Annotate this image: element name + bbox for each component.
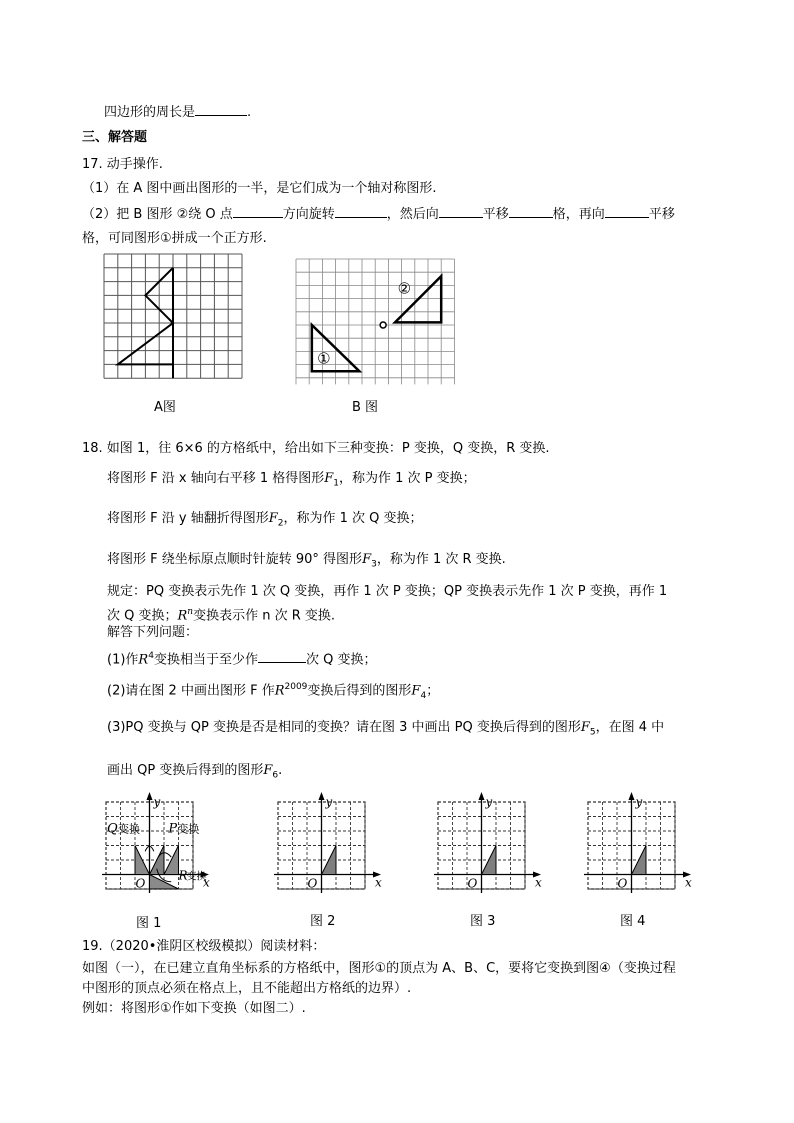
label-shape-1: ① — [317, 349, 331, 368]
origin-label: O — [307, 876, 318, 891]
answer-blank — [258, 650, 306, 663]
figure-a-grid — [104, 254, 244, 384]
p-label: P — [168, 821, 178, 837]
y-axis-label: y — [153, 795, 161, 809]
origin-label: O — [467, 876, 478, 891]
y-axis-arrow — [629, 792, 635, 800]
origin-label: O — [135, 876, 146, 891]
origin-label: O — [617, 876, 628, 891]
q16-perimeter-line: 四边形的周长是 . — [104, 105, 252, 120]
section-heading: 三、解答题 — [82, 130, 148, 145]
answer-blank — [335, 205, 387, 218]
y-axis-label: y — [485, 795, 493, 809]
figure-b-grid — [296, 259, 454, 387]
q-label: Q — [107, 821, 118, 837]
q18-answer-intro: 解答下列问题： — [107, 625, 199, 640]
q19-text-3: 例如：将图形①作如下变换（如图二）. — [82, 1001, 306, 1016]
y-axis-label: y — [635, 795, 643, 809]
figure-a-caption: A图 — [154, 400, 176, 415]
x-axis-label: x — [685, 875, 692, 890]
q17-title: 17. 动手操作. — [82, 157, 163, 172]
q17-part2-cont: 格，可同图形①拼成一个正方形. — [82, 231, 267, 246]
figure-2-grid — [272, 795, 402, 908]
rotation-center-o — [380, 322, 386, 328]
figure-1-grid — [100, 795, 230, 908]
figure-3-caption: 图 3 — [470, 914, 496, 929]
label-shape-2: ② — [397, 279, 412, 298]
answer-blank — [509, 205, 553, 218]
x-axis-label: x — [203, 875, 210, 890]
q18-title: 18. 如图 1，往 6×6 的方格纸中，给出如下三种变换：P 变换，Q 变换，R 变换. — [82, 441, 550, 456]
figure-1-caption: 图 1 — [136, 916, 162, 931]
y-axis-arrow — [147, 792, 153, 800]
shape-r-image — [150, 875, 179, 890]
q17-part1: （1）在 A 图中画出图形的一半，是它们成为一个轴对称图形. — [82, 181, 437, 196]
y-axis-arrow — [319, 792, 325, 800]
answer-blank — [605, 205, 649, 218]
answer-blank — [439, 205, 483, 218]
p-transform-label: 变换 — [177, 822, 200, 836]
r-transform-label: 变换 — [186, 871, 207, 883]
q18-definition-1: 规定：PQ 变换表示先作 1 次 Q 变换，再作 1 次 P 变换；QP 变换表示先作 1 次 P 变换，再作 1 — [107, 584, 668, 599]
answer-blank — [233, 205, 283, 218]
q18-definition-2: 次 Q 变换；$R^n$变换表示作 n 次 R 变换. — [107, 607, 336, 624]
q19-title: 19.（2020•淮阴区校级模拟）阅读材料： — [82, 939, 326, 954]
q17-part2: （2）把 B 图形 ②绕 O 点 方向旋转 ，然后向 平移 格，再向 平移 — [82, 207, 675, 222]
q18-part3-cont: 画出 QP 变换后得到的图形$F_6$. — [107, 763, 283, 781]
q19-text-2: 中图形的顶点必须在格点上，且不能超出方格纸的边界）. — [82, 981, 412, 996]
figure-2-caption: 图 2 — [310, 914, 336, 929]
r-label: R — [178, 868, 188, 883]
x-axis-label: x — [375, 875, 382, 890]
answer-blank — [195, 103, 247, 116]
x-axis-label: x — [535, 875, 542, 890]
figure-4-grid — [582, 795, 712, 908]
q19-text-1: 如图（一），在已建立直角坐标系的方格纸中，图形①的顶点为 A、B、C，要将它变换到图④（变换过程 — [82, 961, 676, 976]
y-axis-label: y — [325, 795, 333, 809]
q18-part1: (1)作$R^4$变换相当于至少作 次 Q 变换； — [107, 651, 377, 668]
q-transform-label: 变换 — [118, 822, 140, 836]
figure-4-caption: 图 4 — [620, 914, 646, 929]
y-axis-arrow — [479, 792, 485, 800]
figure-b-caption: B 图 — [352, 400, 379, 415]
q18-q-rule: 将图形 F 沿 y 轴翻折得图形$F_2$，称为作 1 次 Q 变换； — [107, 511, 423, 529]
q18-part2: (2)请在图 2 中画出图形 F 作$R^{2009}$变换后得到的图形$F_4$； — [107, 682, 440, 701]
q18-p-rule: 将图形 F 沿 x 轴向右平移 1 格得图形$F_1$，称为作 1 次 P 变换； — [107, 471, 476, 489]
q18-r-rule: 将图形 F 绕坐标原点顺时针旋转 90° 得图形$F_3$，称为作 1 次 R 变换. — [107, 552, 506, 570]
figure-3-grid — [432, 795, 562, 908]
q18-part3: (3)PQ 变换与 QP 变换是否是相同的变换？请在图 3 中画出 PQ 变换后得到的图形$F_5$，在图 4 中 — [107, 720, 665, 738]
